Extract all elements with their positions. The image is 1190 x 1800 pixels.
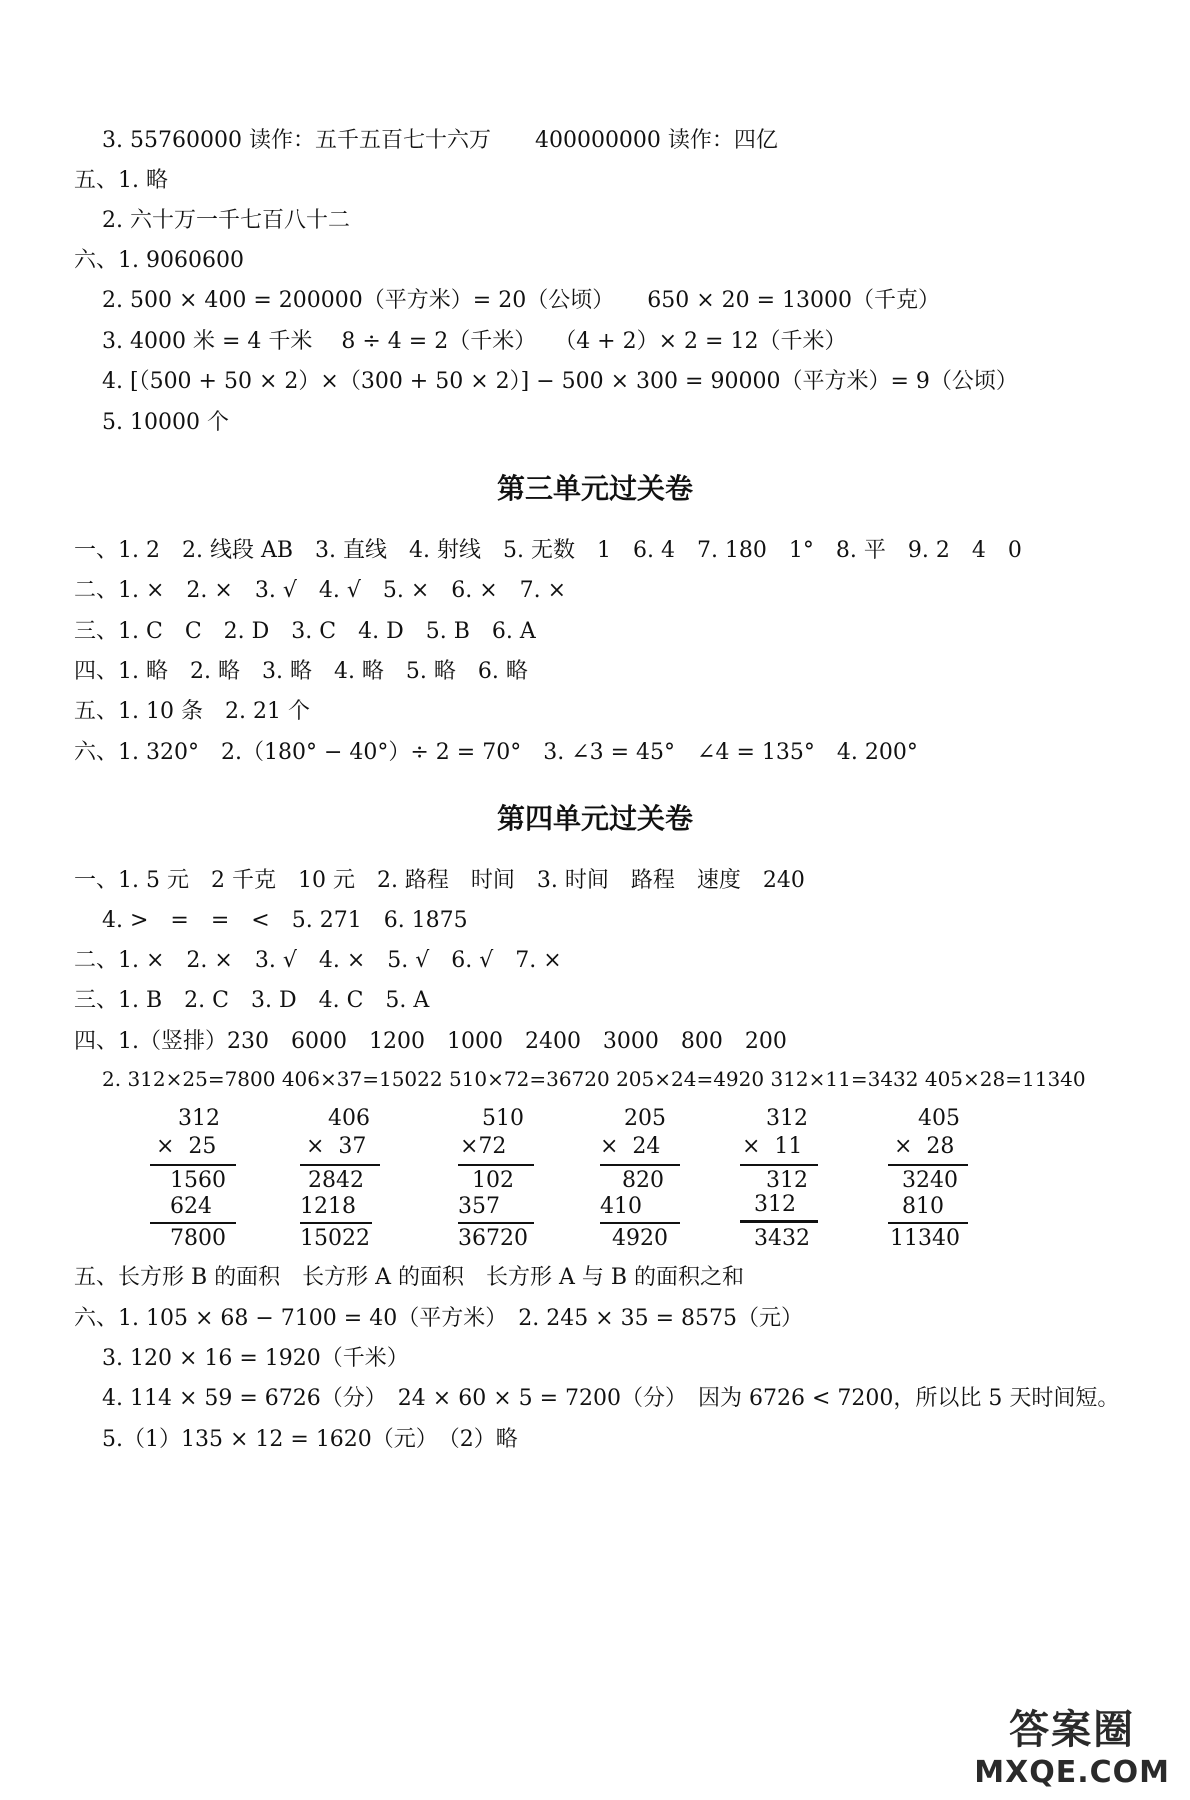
answer-line: 五、1. 10 条 2. 21 个 xyxy=(74,699,310,724)
answer-line: 4. > = = < 5. 271 6. 1875 xyxy=(102,908,468,933)
answer-line: 4. [（500 + 50 × 2）×（300 + 50 × 2）] − 500 × 300 = 90000（平方米）= 9（公顷） xyxy=(102,369,1018,394)
answer-line: 三、1. B 2. C 3. D 4. C 5. A xyxy=(74,988,430,1013)
section-title-unit4: 第四单元过关卷 xyxy=(496,802,693,835)
answer-line: 3. 55760000 读作：五千五百七十六万 400000000 读作：四亿 xyxy=(102,128,778,153)
answer-line: 5.（1）135 × 12 = 1620（元） （2）略 xyxy=(102,1427,518,1452)
answer-line: 一、1. 5 元 2 千克 10 元 2. 路程 时间 3. 时间 路程 速度 240 xyxy=(74,868,805,893)
answer-line: 3. 120 × 16 = 1920（千米） xyxy=(102,1346,409,1371)
answer-line: 二、1. × 2. × 3. √ 4. √ 5. × 6. × 7. × xyxy=(74,578,567,603)
answer-line: 一、1. 2 2. 线段 AB 3. 直线 4. 射线 5. 无数 1 6. 4 7. 180 1° 8. 平 9. 2 4 0 xyxy=(74,538,1022,563)
vertical-calc: 510 ×72 102 357 36720 xyxy=(458,1106,578,1256)
vertical-calc: 406 × 37 2842 1218 15022 xyxy=(300,1106,420,1256)
answer-line: 2. 312×25=7800 406×37=15022 510×72=36720 205×24=4920 312×11=3432 405×28=11340 xyxy=(102,1067,1086,1091)
answer-line: 四、1.（竖排）230 6000 1200 1000 2400 3000 800 200 xyxy=(74,1029,787,1054)
answer-line: 2. 500 × 400 = 200000（平方米）= 20（公顷） 650 × 20 = 13000（千克） xyxy=(102,288,941,313)
answer-line: 六、1. 9060600 xyxy=(74,248,244,273)
answer-line: 六、1. 105 × 68 − 7100 = 40（平方米） 2. 245 × 35 = 8575（元） xyxy=(74,1306,804,1331)
answer-line: 3. 4000 米 = 4 千米 8 ÷ 4 = 2（千米） （4 + 2）× 2 = 12（千米） xyxy=(102,329,847,354)
vertical-calc: 312 × 11 312 312 3432 xyxy=(740,1106,860,1256)
watermark-logo: 答案圈 MXQE.COM xyxy=(974,1707,1170,1790)
answer-line: 二、1. × 2. × 3. √ 4. × 5. √ 6. √ 7. × xyxy=(74,948,562,973)
answer-line: 四、1. 略 2. 略 3. 略 4. 略 5. 略 6. 略 xyxy=(74,659,528,684)
answer-line: 5. 10000 个 xyxy=(102,410,229,435)
answer-line: 五、长方形 B 的面积 长方形 A 的面积 长方形 A 与 B 的面积之和 xyxy=(74,1265,745,1290)
answer-line: 4. 114 × 59 = 6726（分） 24 × 60 × 5 = 7200（分） 因为 6726 < 7200，所以比 5 天时间短。 xyxy=(102,1386,1120,1411)
answer-line: 三、1. C C 2. D 3. C 4. D 5. B 6. A xyxy=(74,619,536,644)
vertical-calc: 205 × 24 820 410 4920 xyxy=(600,1106,720,1256)
answer-line: 六、1. 320° 2.（180° − 40°）÷ 2 = 70° 3. ∠3 = 45° ∠4 = 135° 4. 200° xyxy=(74,740,918,765)
answer-line: 五、1. 略 xyxy=(74,168,168,193)
vertical-calc: 312 × 25 1560 624 7800 xyxy=(150,1106,270,1256)
section-title-unit3: 第三单元过关卷 xyxy=(496,472,693,505)
vertical-calc: 405 × 28 3240 810 11340 xyxy=(888,1106,1008,1256)
answer-line: 2. 六十万一千七百八十二 xyxy=(102,208,350,233)
